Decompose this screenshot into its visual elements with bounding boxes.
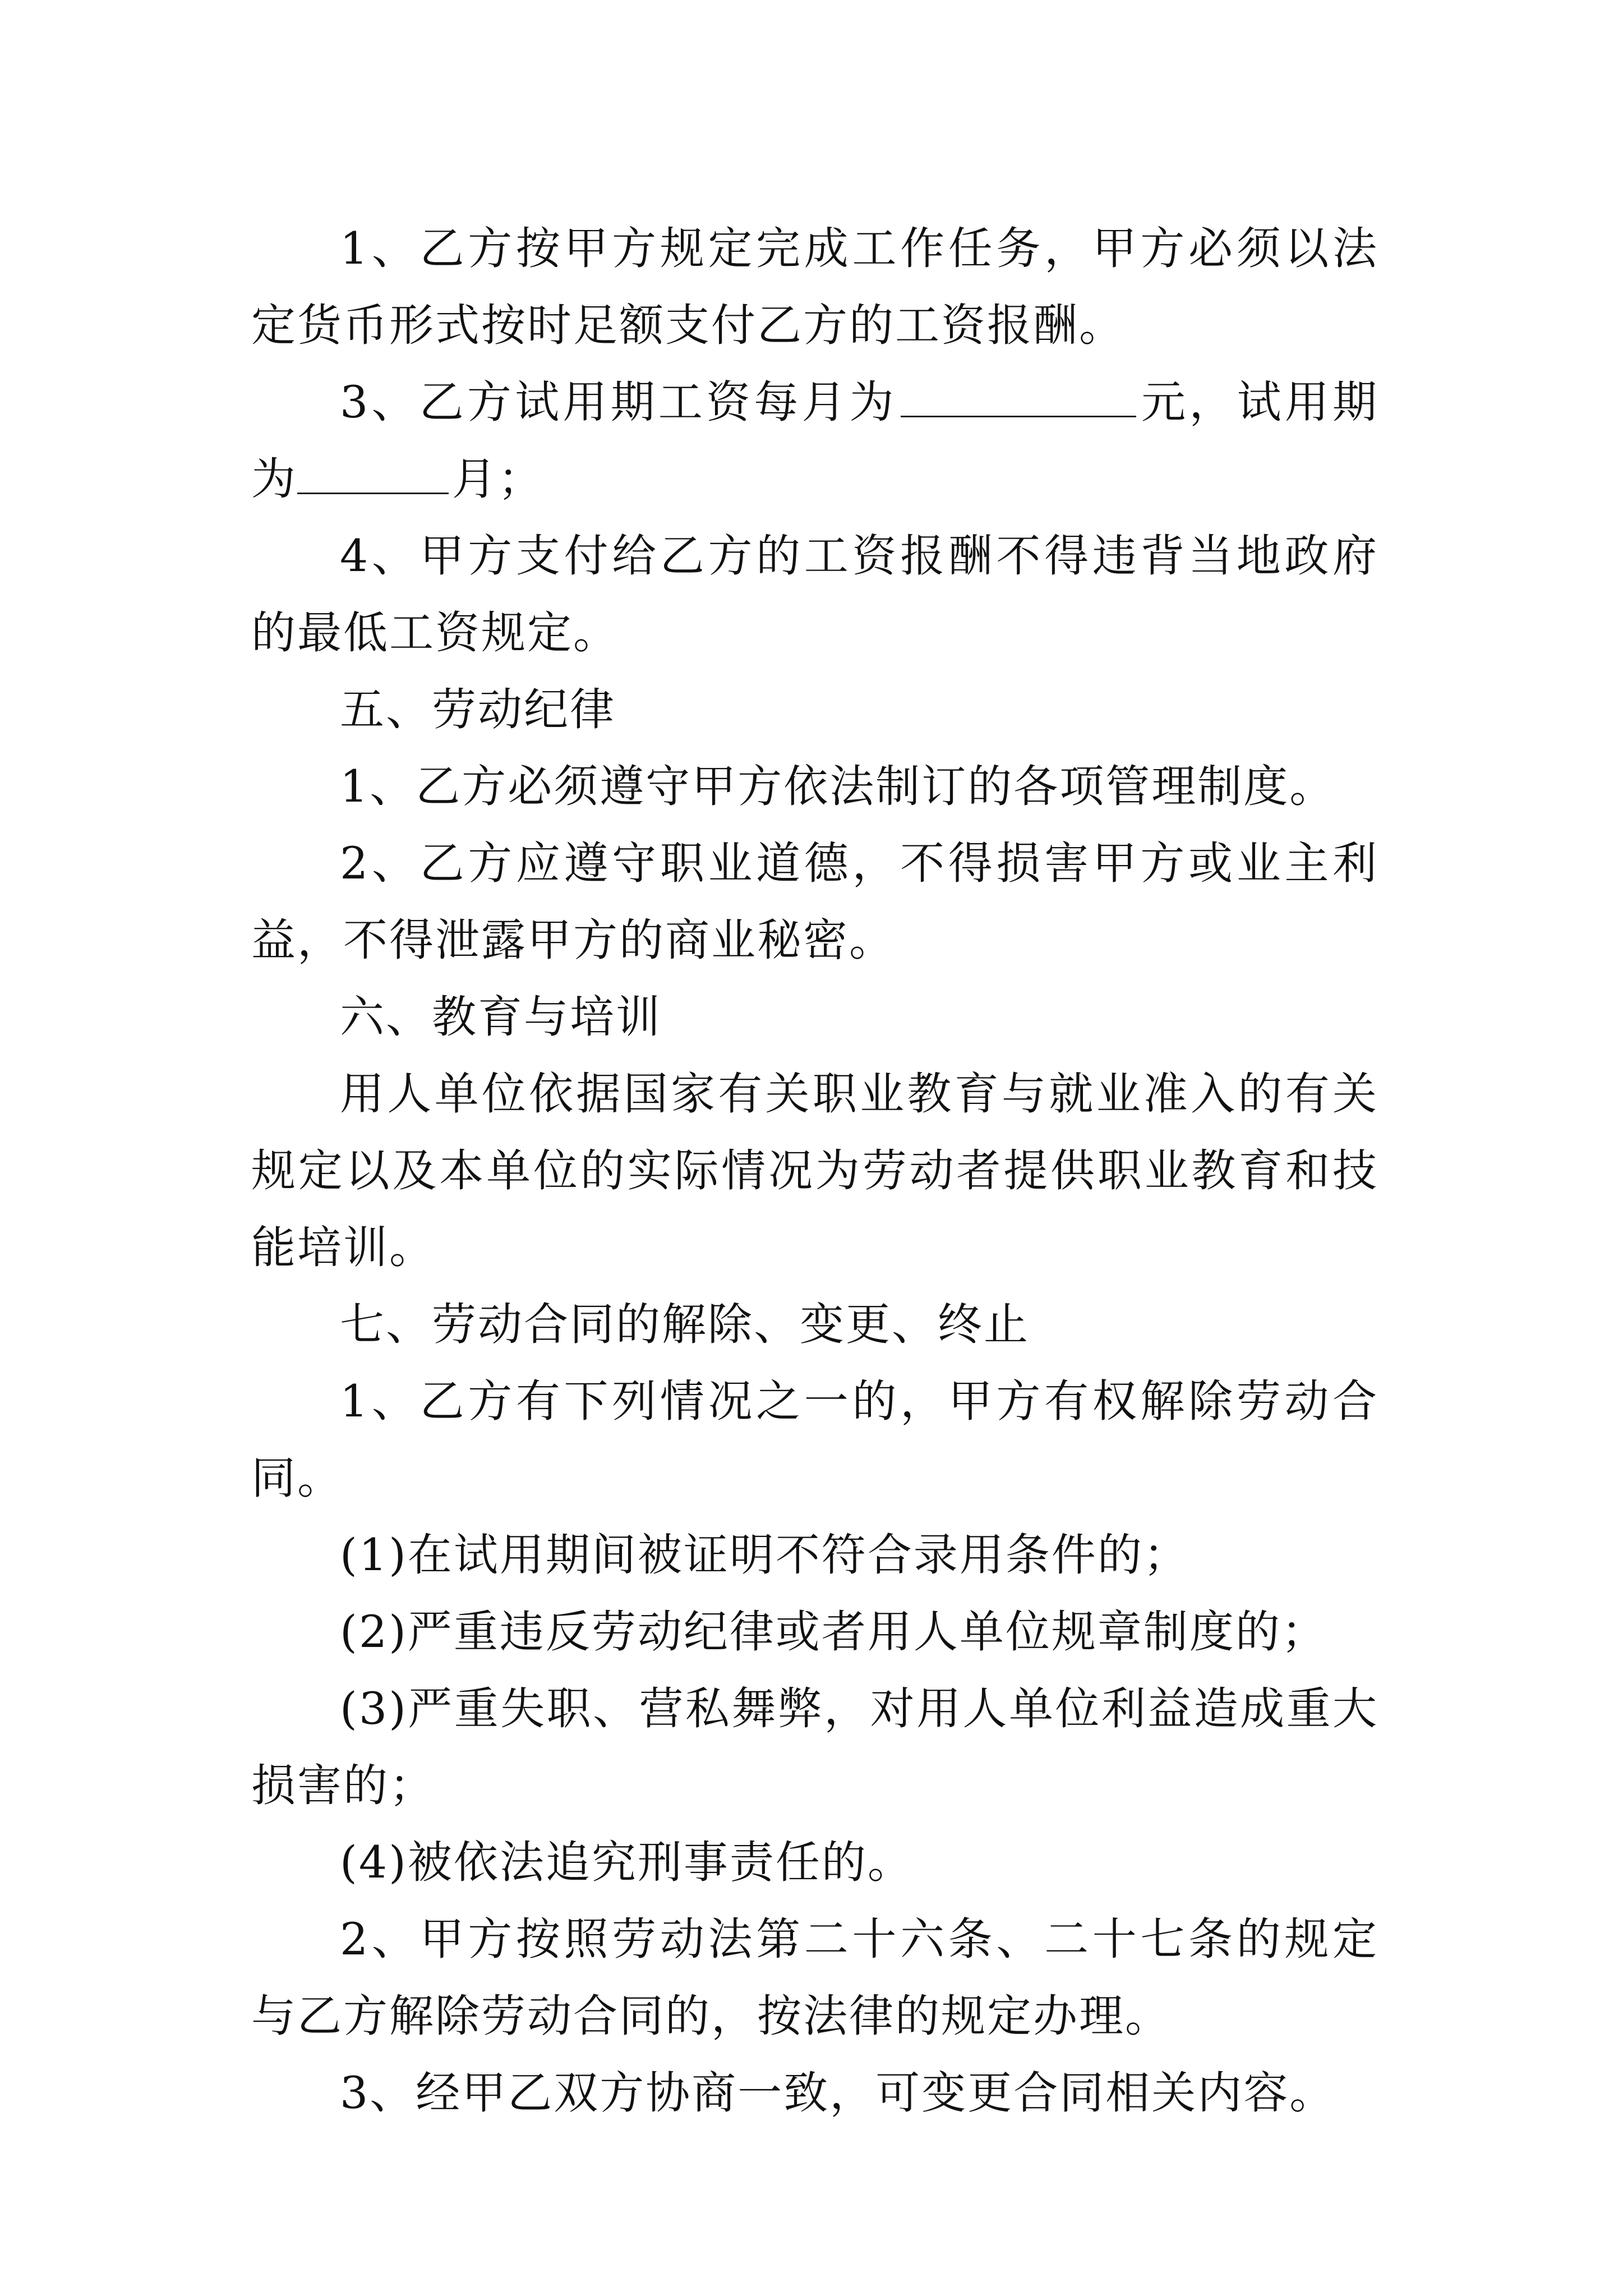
probation-wage-blank[interactable]: [901, 381, 1136, 417]
probation-period-blank[interactable]: [297, 458, 449, 494]
document-body: [251, 210, 1378, 2132]
probation-period-label: 元，试用期为: [251, 376, 1379, 505]
clause-contract-change: 3、经甲乙双方协商一致，可变更合同相关内容。: [340, 2067, 1336, 2119]
probation-wage-label: 3、乙方试用期工资每月为: [340, 376, 897, 428]
clause-probation-wage: [251, 364, 1378, 518]
section-heading-contract-termination: 七、劳动合同的解除、变更、终止: [340, 1299, 1030, 1350]
termination-item-4: (4)被依法追究刑事责任的。: [340, 1837, 914, 1888]
clause-termination-rights: 1、乙方有下列情况之一的，甲方有权解除劳动合同。: [251, 1375, 1378, 1504]
clause-comply-rules: 1、乙方必须遵守甲方依法制订的各项管理制度。: [340, 761, 1336, 812]
clause-professional-ethics: 2、乙方应遵守职业道德，不得损害甲方或业主利益，不得泄露甲方的商业秘密。: [251, 838, 1378, 966]
termination-item-3: (3)严重失职、营私舞弊，对用人单位利益造成重大损害的；: [251, 1683, 1378, 1811]
clause-vocational-training: 用人单位依据国家有关职业教育与就业准入的有关规定以及本单位的实际情况为劳动者提供职业教育和技能培训。: [251, 1068, 1378, 1273]
section-heading-labor-discipline: 五、劳动纪律: [340, 684, 616, 735]
clause-minimum-wage: 4、甲方支付给乙方的工资报酬不得违背当地政府的最低工资规定。: [251, 530, 1378, 659]
section-heading-education-training: 六、教育与培训: [340, 991, 662, 1043]
clause-wage-payment: 1、乙方按甲方规定完成工作任务，甲方必须以法定货币形式按时足额支付乙方的工资报酬。: [251, 223, 1378, 351]
termination-item-2: (2)严重违反劳动纪律或者用人单位规章制度的；: [340, 1606, 1327, 1658]
termination-item-1: (1)在试用期间被证明不符合录用条件的；: [340, 1529, 1189, 1581]
probation-period-unit: 月；: [452, 453, 544, 505]
clause-termination-by-law: 2、甲方按照劳动法第二十六条、二十七条的规定与乙方解除劳动合同的，按法律的规定办理。: [251, 1913, 1378, 2042]
